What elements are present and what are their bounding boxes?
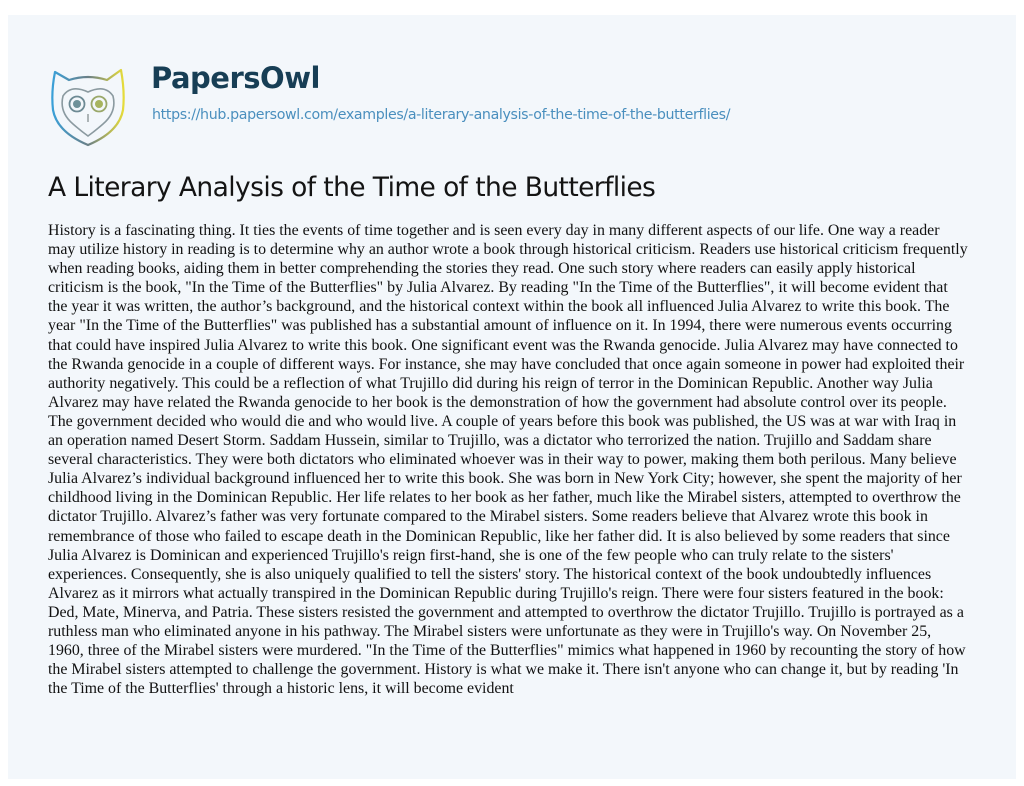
owl-logo-icon [49, 66, 127, 148]
body-line: the year it was written, the author’s background, and the historical context within the book all influenced Julia Alvarez to write this book. The [48, 298, 950, 316]
body-line: criticism is the book, "In the Time of the Butterflies" by Julia Alvarez. By reading "In the Time of the Butterflies", it will become evident that [48, 279, 948, 297]
body-line: when reading books, aiding them in better comprehending the stories they read. One such story where readers can easily apply historical [48, 260, 916, 278]
body-line: the Rwanda genocide in a couple of different ways. For instance, she may have concluded that once again someone in power had exploited their [48, 355, 965, 373]
body-line: authority negatively. This could be a reflection of what Trujillo did during his reign of terror in the Dominican Republic. Another way Julia [48, 374, 933, 392]
body-line: may utilize history in reading is to determine why an author wrote a book through historical criticism. Readers use historical criticism frequently [48, 241, 968, 259]
body-line: year "In the Time of the Butterflies" was published has a substantial amount of influence on it. In 1994, there were numerous events occurring [48, 317, 952, 335]
brand-name: PapersOwl [151, 61, 320, 95]
body-line: remembrance of those who failed to escape death in the Dominican Republic, like her father did. It is also believed by some readers that since [48, 527, 950, 545]
body-line: The government decided who would die and who would live. A couple of years before this book was published, the US was at war with Iraq in [48, 412, 957, 430]
body-line: that could have inspired Julia Alvarez to write this book. One significant event was the Rwanda genocide. Julia Alvarez may have connected to [48, 336, 958, 354]
body-line: the Mirabel sisters attempted to challenge the government. History is what we make it. There isn't anyone who can change it, but by reading 'In [48, 661, 959, 679]
body-line: ruthless man who eliminated anyone in his pathway. The Mirabel sisters were unfortunate as they were in Trujillo's way. On November 25, [48, 622, 932, 640]
source-url-link[interactable]: https://hub.papersowl.com/examples/a-literary-analysis-of-the-time-of-the-butterflies/ [152, 107, 731, 123]
body-line: History is a fascinating thing. It ties the events of time together and is seen every day in many different aspects of our life. One way a reader [48, 222, 940, 239]
body-line: dictator Trujillo. Alvarez’s father was very fortunate compared to the Mirabel sisters. Some readers believe that Alvarez wrote this book in [48, 508, 928, 526]
body-line: childhood living in the Dominican Republic. Her life relates to her book as her father, much like the Mirabel sisters, attempted to overthrow the [48, 489, 961, 507]
document-title: A Literary Analysis of the Time of the Butterflies [48, 172, 656, 203]
body-line: Alvarez as it mirrors what actually transpired in the Dominican Republic during Trujillo's reign. There were four sisters featured in the book: [48, 584, 944, 602]
body-line: Julia Alvarez is Dominican and experienced Trujillo's reign first-hand, she is one of the few people who can truly relate to the sisters' [48, 546, 894, 564]
body-line: the Time of the Butterflies' through a historic lens, it will become evident [48, 680, 514, 698]
body-line: Ded, Mate, Minerva, and Patria. These sisters resisted the government and attempted to overthrow the dictator Trujillo. Trujillo is portrayed as a [48, 603, 964, 621]
document-body [48, 221, 988, 698]
body-line: 1960, three of the Mirabel sisters were murdered. "In the Time of the Butterflies" mimics what happened in 1960 by recounting the story of how [48, 642, 966, 660]
body-line: Alvarez may have related the Rwanda genocide to her book is the demonstration of how the government had absolute control over its people. [48, 393, 947, 411]
body-line: experiences. Consequently, she is also uniquely qualified to tell the sisters' story. The historical context of the book undoubtedly influences [48, 565, 932, 583]
body-line: several characteristics. They were both dictators who eliminated whoever was in their way to power, making them both perilous. Many believe [48, 451, 957, 469]
body-line: an operation named Desert Storm. Saddam Hussein, similar to Trujillo, was a dictator who terrorized the nation. Trujillo and Saddam share [48, 432, 932, 450]
body-line: Julia Alvarez’s individual background influenced her to write this book. She was born in New York City; however, she spent the majority of her [48, 470, 962, 488]
